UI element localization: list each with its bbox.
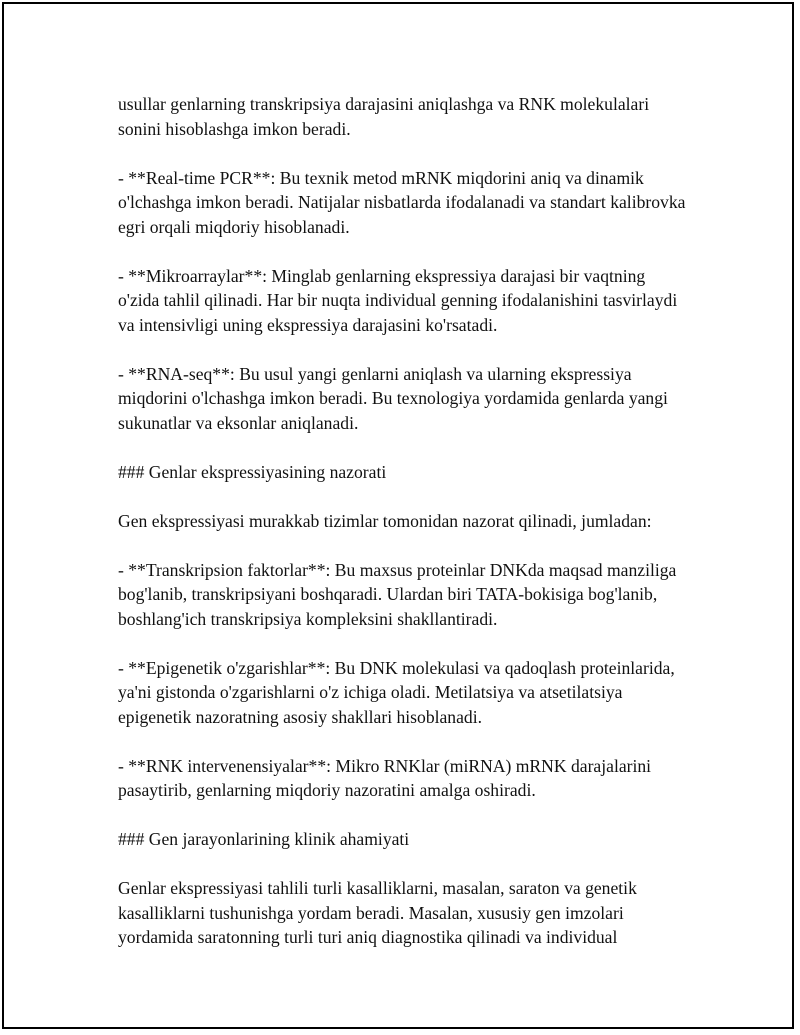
heading-expression-control: ### Genlar ekspressiyasining nazorati (118, 461, 387, 482)
paragraph-clinical-analysis: Genlar ekspressiyasi tahlili turli kasalliklarni, masalan, saraton va genetik kasalliklarni tushunishga yordam beradi. Masalan, xususiy gen imzolari yordamida saratonning turli turi aniq diagnostika qilinadi va individual (118, 878, 642, 947)
paragraph-rna-seq: - **RNA-seq**: Bu usul yangi genlarni aniqlash va ularning ekspressiya miqdorini o'lchashga imkon beradi. Bu texnologiya yordamida genlarda yangi sukunatlar va eksonlar aniqlanadi. (118, 363, 673, 433)
paragraph-control-intro: Gen ekspressiyasi murakkab tizimlar tomonidan nazorat qilinadi, jumladan: (118, 510, 652, 531)
paragraph-intro-continuation: usullar genlarning transkripsiya darajasini aniqlashga va RNK molekulalari sonini hisoblashga imkon beradi. (118, 94, 654, 139)
paragraph-real-time-pcr: - **Real-time PCR**: Bu texnik metod mRNK miqdorini aniq va dinamik o'lchashga imkon beradi. Natijalar nisbatlarda ifodalanadi va standart kalibrovka egri orqali miqdoriy hisoblanadi. (118, 167, 690, 237)
paragraph-transcription-factors: - **Transkripsion faktorlar**: Bu maxsus proteinlar DNKda maqsad manziliga bog'lanib, transkripsiyani boshqaradi. Ulardan biri TATA-bokisiga bog'lanib, boshlang'ich transkripsiya kompleksini shakllantiradi. (118, 559, 681, 629)
paragraph-rna-interference: - **RNK intervenensiyalar**: Mikro RNKlar (miRNA) mRNK darajalarini pasaytirib, genlarning miqdoriy nazoratini amalga oshiradi. (118, 755, 656, 800)
document-body (118, 92, 688, 974)
heading-clinical-significance: ### Gen jarayonlarining klinik ahamiyati (118, 829, 410, 849)
paragraph-epigenetic-changes: - **Epigenetik o'zgarishlar**: Bu DNK molekulasi va qadoqlash proteinlarida, ya'ni gistonda o'zgarishlarni o'z ichiga oladi. Metilatsiya va atsetilatsiya epigenetik nazoratning asosiy shakllari hisoblanadi. (118, 657, 680, 727)
paragraph-mikroarraylar: - **Mikroarraylar**: Minglab genlarning ekspressiya darajasi bir vaqtning o'zida tahlil qilinadi. Har bir nuqta individual genning ifodalanishini tasvirlaydi va intensivligi uning ekspressiya darajasini ko'rsatadi. (118, 265, 682, 335)
